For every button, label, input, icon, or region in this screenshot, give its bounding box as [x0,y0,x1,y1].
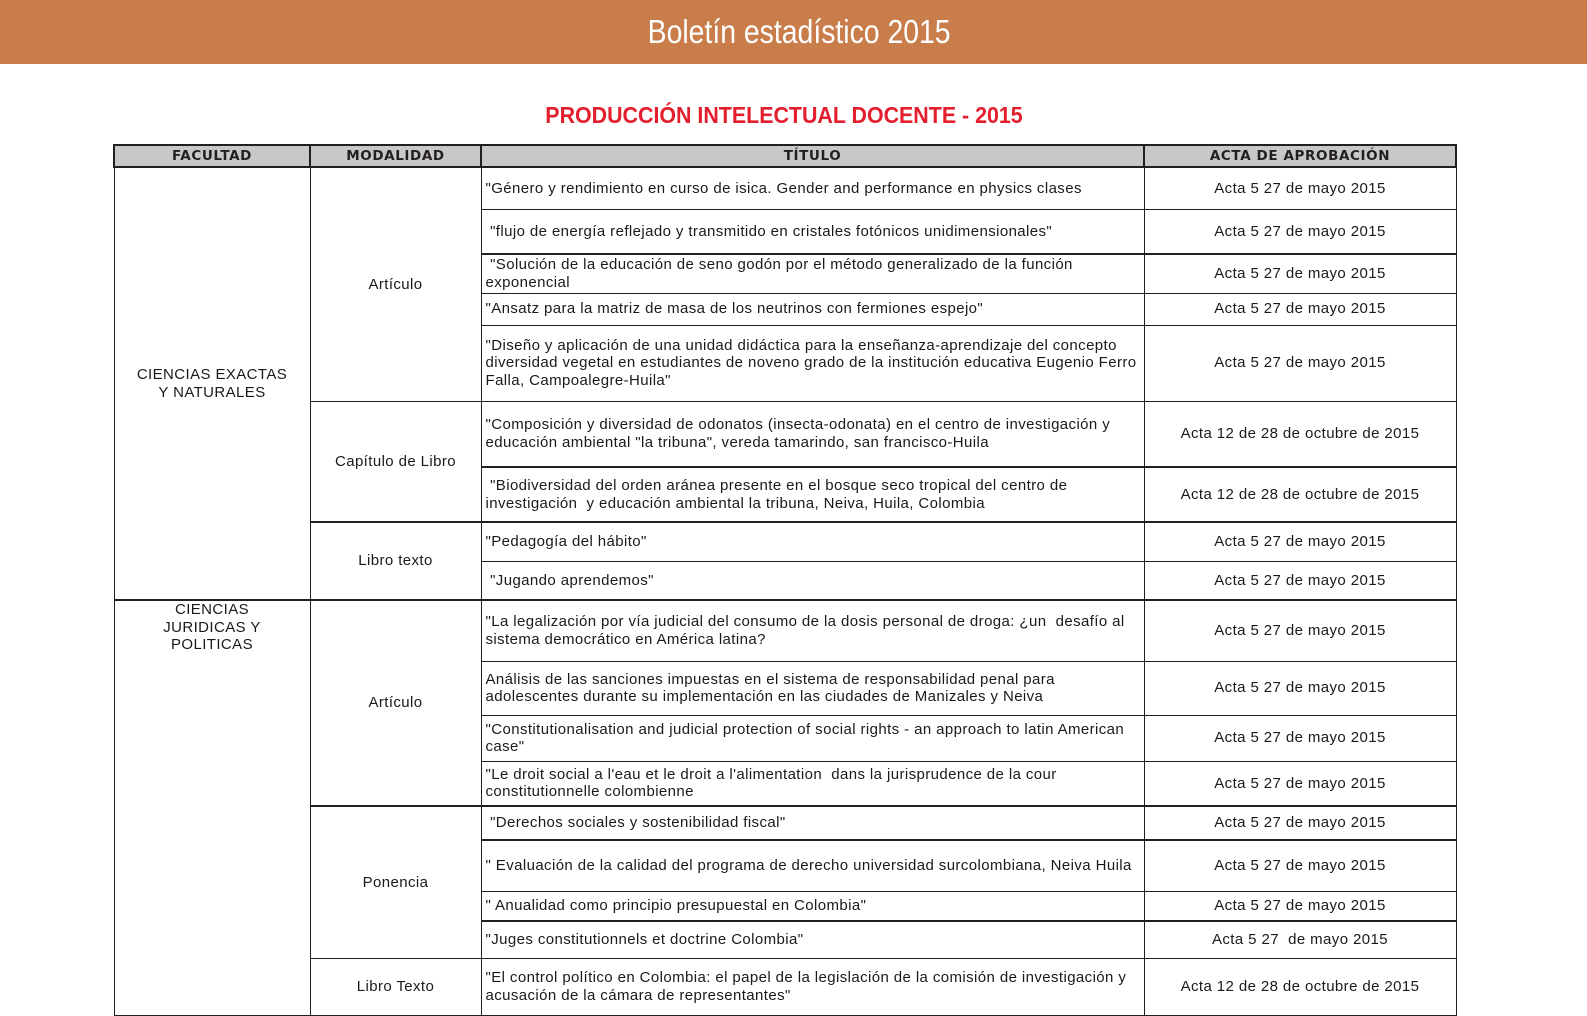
header-acta: ACTA DE APROBACIÓN [1144,145,1456,167]
acta-cell: Acta 5 27 de mayo 2015 [1144,840,1456,891]
table-row [114,958,1456,1015]
table-header-row [114,145,1456,167]
acta-cell: Acta 5 27 de mayo 2015 [1144,254,1456,293]
titulo-cell: Análisis de las sanciones impuestas en el sistema de responsabilidad penal para adolescentes durante su implementación en las ciudades de Manizales y Neiva [481,661,1144,715]
modalidad-cell: Artículo [310,167,481,401]
titulo-cell: "Le droit social a l'eau et le droit a l'alimentation dans la jurisprudence de la cour constitutionnelle colombienne [481,761,1144,806]
acta-cell: Acta 5 27 de mayo 2015 [1144,806,1456,840]
titulo-cell: "flujo de energía reflejado y transmitido en cristales fotónicos unidimensionales" [481,209,1144,254]
facultad-cell: CIENCIAS EXACTAS Y NATURALES [114,167,310,600]
acta-cell: Acta 5 27 de mayo 2015 [1144,167,1456,209]
titulo-cell: "Solución de la educación de seno godón por el método generalizado de la función exponencial [481,254,1144,293]
titulo-cell: "Género y rendimiento en curso de isica. Gender and performance en physics clases [481,167,1144,209]
table-row [114,600,1456,661]
header-facultad: FACULTAD [114,145,310,167]
acta-cell: Acta 5 27 de mayo 2015 [1144,921,1456,958]
document-title: PRODUCCIÓN INTELECTUAL DOCENTE - 2015 [545,102,1023,128]
titulo-cell: "El control político en Colombia: el papel de la legislación de la comisión de investigación y acusación de la cámara de representantes" [481,958,1144,1015]
modalidad-cell: Artículo [310,600,481,806]
modalidad-cell: Capítulo de Libro [310,401,481,522]
acta-cell: Acta 5 27 de mayo 2015 [1144,600,1456,661]
acta-cell: Acta 5 27 de mayo 2015 [1144,661,1456,715]
acta-cell: Acta 5 27 de mayo 2015 [1144,891,1456,921]
acta-cell: Acta 12 de 28 de octubre de 2015 [1144,401,1456,467]
production-table [113,144,1457,1016]
acta-cell: Acta 5 27 de mayo 2015 [1144,761,1456,806]
titulo-cell: "Derechos sociales y sostenibilidad fiscal" [481,806,1144,840]
acta-cell: Acta 5 27 de mayo 2015 [1144,715,1456,761]
acta-cell: Acta 12 de 28 de octubre de 2015 [1144,958,1456,1015]
header-banner [0,0,1587,64]
titulo-cell: " Anualidad como principio presupuestal en Colombia" [481,891,1144,921]
table-row [114,401,1456,467]
titulo-cell: "Pedagogía del hábito" [481,522,1144,561]
acta-cell: Acta 5 27 de mayo 2015 [1144,522,1456,561]
titulo-cell: "La legalización por vía judicial del consumo de la dosis personal de droga: ¿un desafío al sistema democrático en América latina? [481,600,1144,661]
acta-cell: Acta 5 27 de mayo 2015 [1144,561,1456,600]
titulo-cell: "Constitutionalisation and judicial protection of social rights - an approach to latin American case" [481,715,1144,761]
titulo-cell: "Composición y diversidad de odonatos (insecta-odonata) en el centro de investigación y educación ambiental "la tribuna", vereda tamarindo, san francisco-Huila [481,401,1144,467]
modalidad-cell: Ponencia [310,806,481,958]
acta-cell: Acta 12 de 28 de octubre de 2015 [1144,467,1456,522]
acta-cell: Acta 5 27 de mayo 2015 [1144,325,1456,401]
titulo-cell: "Ansatz para la matriz de masa de los neutrinos con fermiones espejo" [481,293,1144,325]
titulo-cell: "Juges constitutionnels et doctrine Colombia" [481,921,1144,958]
banner-title: Boletín estadístico 2015 [648,13,951,50]
facultad-cell: CIENCIAS JURIDICAS Y POLITICAS [114,600,310,1015]
table-row [114,167,1456,209]
acta-cell: Acta 5 27 de mayo 2015 [1144,293,1456,325]
table-row [114,806,1456,840]
acta-cell: Acta 5 27 de mayo 2015 [1144,209,1456,254]
titulo-cell: "Jugando aprendemos" [481,561,1144,600]
table-body [114,167,1456,1015]
modalidad-cell: Libro texto [310,522,481,600]
table-row [114,522,1456,561]
header-titulo: TÍTULO [481,145,1144,167]
titulo-cell: " Evaluación de la calidad del programa de derecho universidad surcolombiana, Neiva Huila [481,840,1144,891]
header-modalidad: MODALIDAD [310,145,481,167]
titulo-cell: "Biodiversidad del orden aránea presente en el bosque seco tropical del centro de investigación y educación ambiental la tribuna, Neiva, Huila, Colombia [481,467,1144,522]
modalidad-cell: Libro Texto [310,958,481,1015]
titulo-cell: "Diseño y aplicación de una unidad didáctica para la enseñanza-aprendizaje del concepto diversidad vegetal en estudiantes de noveno grado de la institución educativa Eugenio Ferro Falla, Campoalegre-Huila" [481,325,1144,401]
